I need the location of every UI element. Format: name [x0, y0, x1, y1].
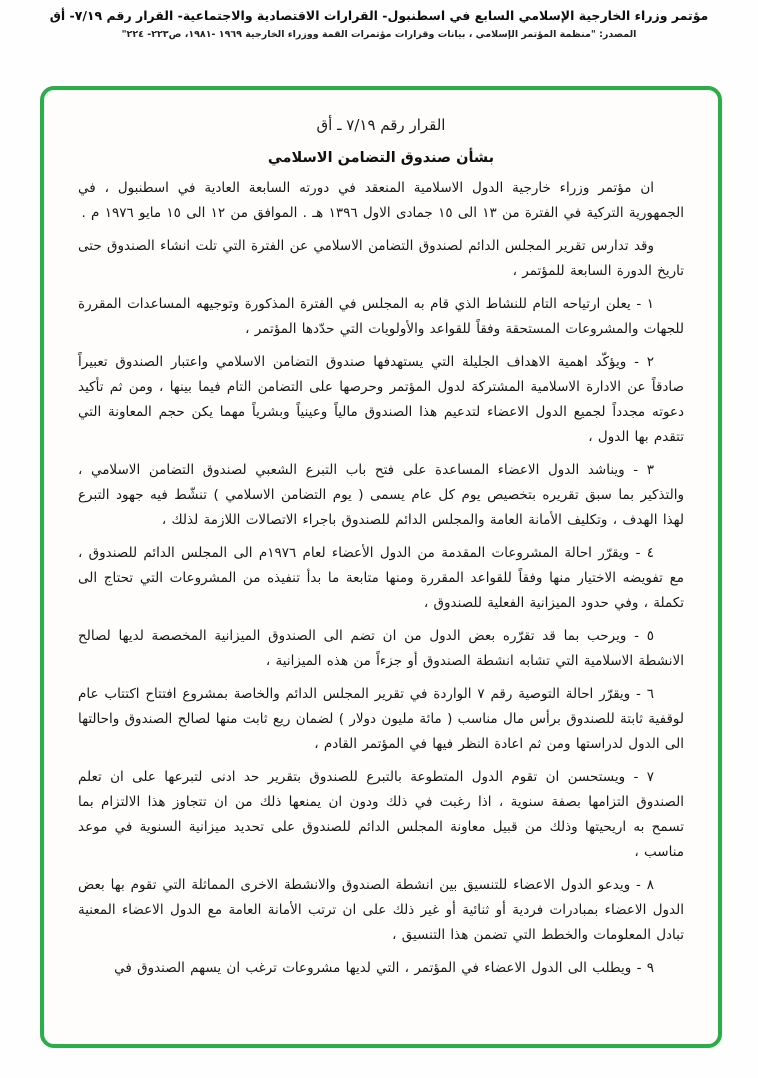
- paragraph-item-7: ٧ - ويستحسن ان تقوم الدول المتطوعة بالتبرع للصندوق بتقرير حد ادنى لتبرعها على ان تعلم الصندوق التزامها بصفة سنوية ، اذا رغبت في ذلك ودون ان يمنعها ذلك من ان تتجاوز هذا الالتزام بما تسمح به اريحيتها وذلك من قبيل معاونة المجلس الدائم للصندوق على تحديد ميزانية السنوية في موعد مناسب ،: [78, 769, 684, 860]
- paragraph-item-9: ٩ - ويطلب الى الدول الاعضاء في المؤتمر ، التي لديها مشروعات ترغب ان يسهم الصندوق في: [114, 960, 654, 976]
- green-border-frame: [40, 86, 722, 1048]
- paragraph-considering: وقد تدارس تقرير المجلس الدائم لصندوق التضامن الاسلامي عن الفترة التي تلت انشاء الصندوق حتى تاريخ الدورة السابعة للمؤتمر ،: [78, 238, 684, 279]
- paragraph-item-2: ٢ - ويؤكّد اهمية الاهداف الجليلة التي يستهدفها صندوق التضامن الاسلامي واعتبار الصندوق تعبيراً صادقاً عن الادارة الاسلامية المشتركة لدول المؤتمر وحرصها على التضامن التام فيما بينها ، ومن ثم تأكيد دعوته مجدداً لجميع الدول الاعضاء لتدعيم هذا الصندوق مالياً وعينياً وبشرياً مهما يكن حجم المعاونة التي تتقدم بها الدول ،: [78, 354, 684, 445]
- paragraph-item-6: ٦ - ويقرّر احالة التوصية رقم ٧ الواردة في تقرير المجلس الدائم والخاصة بمشروع افتتاح اكتتاب عام لوقفية ثابتة للصندوق برأس مال مناسب ( مائة مليون دولار ) لضمان ريع ثابت منها لصالح الصندوق واحالتها الى الدول لدراستها ومن ثم اعادة النظر فيها في المؤتمر القادم ،: [78, 686, 684, 752]
- paragraph-item-4: ٤ - ويقرّر احالة المشروعات المقدمة من الدول الأعضاء لعام ١٩٧٦م الى المجلس الدائم للصندوق ، مع تفويضه الاختيار منها وفقاً للقواعد المقررة ومنها متابعة ما بدأ تنفيذه من المشروعات التي تحتاج الى تكملة ، وفي حدود الميزانية الفعلية للصندوق ،: [78, 545, 684, 611]
- paragraph-preamble: ان مؤتمر وزراء خارجية الدول الاسلامية المنعقد في دورته السابعة العادية في اسطنبول ، في الجمهورية التركية في الفترة من ١٣ الى ١٥ جمادى الاول ١٣٩٦ هـ . الموافق من ١٢ الى ١٥ مايو ١٩٧٦ م .: [78, 180, 684, 221]
- resolution-subject: بشأن صندوق التضامن الاسلامي: [267, 150, 495, 166]
- paragraph-item-8: ٨ - ويدعو الدول الاعضاء للتنسيق بين انشطة الصندوق والانشطة الاخرى المماثلة التي تقوم بها بعض الدول الاعضاء بمبادرات فردية أو ثنائية أو غير ذلك على ان ترتب الأمانة العامة مع الدول الاعضاء المعنية تبادل المعلومات والخطط التي تضمن هذا التنسيق ،: [78, 877, 684, 943]
- document-source-line: المصدر: "منظمة المؤتمر الإسلامي ، بيانات وقرارات مؤتمرات القمة ووزراء الخارجية ١٩٦٩ -١٩٨١، ص٢٢٣- ٢٢٤": [121, 28, 637, 40]
- paragraph-item-1: ١ - يعلن ارتياحه التام للنشاط الذي قام به المجلس في الفترة المذكورة وتوجيهه المساعدات المقررة للجهات والمشروعات المستحقة وفقاً للقواعد والأولويات التي حدّدها المؤتمر ،: [78, 296, 684, 337]
- document-header-citation: مؤتمر وزراء الخارجية الإسلامي السابع في اسطنبول- القرارات الاقتصادية والاجتماعية- القرار رقم ٧/١٩- أق: [49, 8, 709, 23]
- paragraph-item-5: ٥ - ويرحب بما قد تقرّره بعض الدول من ان تضم الى الصندوق الميزانية المخصصة لديها لصالح الانشطة الاسلامية التي تشابه انشطة الصندوق أو جزءاً من هذه الميزانية ،: [78, 628, 684, 669]
- paragraph-item-3: ٣ - ويناشد الدول الاعضاء المساعدة على فتح باب التبرع الشعبي لصندوق التضامن الاسلامي ، والتذكير بما سبق تقريره بتخصيص يوم كل عام يسمى ( يوم التضامن الاسلامي ) تنشّط فيه جهود التبرع لهذا الهدف ، وتكليف الأمانة العامة والمجلس الدائم للصندوق باجراء الاتصالات اللازمة لذلك ،: [78, 462, 684, 528]
- resolution-title: القرار رقم ٧/١٩ ـ أق: [316, 116, 446, 134]
